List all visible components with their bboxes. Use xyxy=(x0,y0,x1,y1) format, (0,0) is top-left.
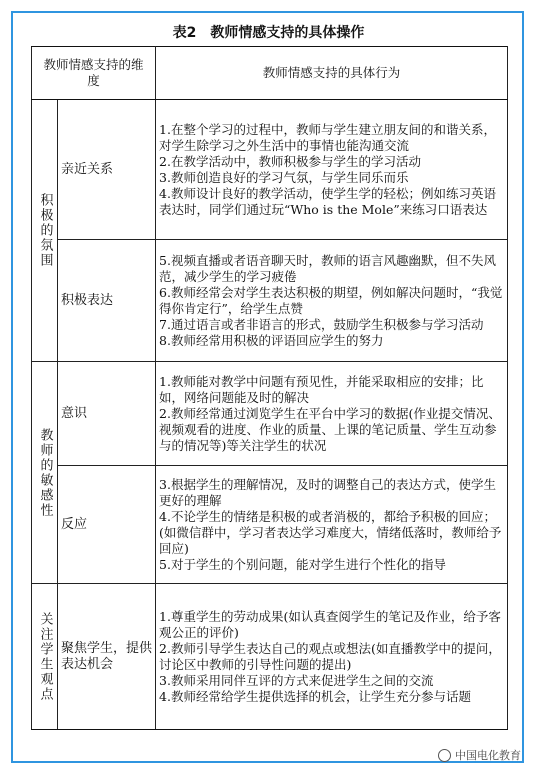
sub-label: 意识 xyxy=(58,362,156,466)
sub-label: 亲近关系 xyxy=(58,100,156,240)
sub-label: 积极表达 xyxy=(58,240,156,362)
behavior-cell xyxy=(156,584,508,730)
watermark xyxy=(438,747,521,763)
behavior-item: 5.对于学生的个别问题，能对学生进行个性化的指导 xyxy=(159,556,446,572)
group-label: 教师的敏感性 xyxy=(32,362,58,584)
header-dimension: 教师情感支持的维度 xyxy=(32,47,156,100)
group-label: 积极的氛围 xyxy=(32,100,58,362)
behavior-cell xyxy=(156,240,508,362)
table-row xyxy=(32,240,508,362)
behavior-item: 1.教师能对教学中问题有预见性，并能采取相应的安排；比如，网络问题能及时的解决 xyxy=(159,373,484,405)
behavior-cell xyxy=(156,100,508,240)
behavior-cell xyxy=(156,466,508,584)
behavior-item: 4.教师经常给学生提供选择的机会，让学生充分参与话题 xyxy=(159,688,471,704)
behavior-item: 1.在整个学习的过程中，教师与学生建立朋友间的和谐关系，对学生除学习之外生活中的事情也能沟通交流 xyxy=(159,121,496,153)
behavior-item: 4.不论学生的情绪是积极的或者消极的，都给予积极的回应；(如微信群中，学习者表达学习难度大，情绪低落时，教师给予回应) xyxy=(159,508,502,556)
behavior-item: 2.教师引导学生表达自己的观点或想法(如直播教学中的提问，讨论区中教师的引导性问题的提出) xyxy=(159,640,501,672)
watermark-text: 中国电化教育 xyxy=(455,749,521,762)
sub-label: 反应 xyxy=(58,466,156,584)
behavior-item: 3.教师采用同伴互评的方式来促进学生之间的交流 xyxy=(159,672,434,688)
table-row xyxy=(32,362,508,466)
behavior-item: 3.根据学生的理解情况，及时的调整自己的表达方式，使学生更好的理解 xyxy=(159,476,496,508)
behavior-cell xyxy=(156,362,508,466)
header-behavior: 教师情感支持的具体行为 xyxy=(156,47,508,100)
table-row xyxy=(32,100,508,240)
behavior-item: 8.教师经常用积极的评语回应学生的努力 xyxy=(159,332,384,348)
wechat-icon xyxy=(438,749,451,762)
support-table xyxy=(31,46,508,730)
behavior-item: 7.通过语言或者非语言的形式，鼓励学生积极参与学习活动 xyxy=(159,316,484,332)
behavior-item: 3.教师创造良好的学习气氛，与学生同乐而乐 xyxy=(159,169,409,185)
behavior-item: 2.在教学活动中，教师积极参与学生的学习活动 xyxy=(159,153,421,169)
behavior-item: 2.教师经常通过浏览学生在平台中学习的数据(作业提交情况、视频观看的进度、作业的质量、上课的笔记质量、学生互动参与的情况等)等关注学生的状况 xyxy=(159,405,501,453)
behavior-item: 1.尊重学生的劳动成果(如认真查阅学生的笔记及作业，给予客观公正的评价) xyxy=(159,608,501,640)
header-row xyxy=(32,47,508,100)
sub-label: 聚焦学生，提供表达机会 xyxy=(58,584,156,730)
behavior-item: 5.视频直播或者语音聊天时，教师的语言风趣幽默，但不失风范，减少学生的学习疲倦 xyxy=(159,252,496,284)
table-row xyxy=(32,466,508,584)
behavior-item: 4.教师设计良好的教学活动，使学生学的轻松；例如练习英语表达时，同学们通过玩“Who is the Mole”来练习口语表达 xyxy=(159,185,496,217)
behavior-item: 6.教师经常会对学生表达积极的期望，例如解决问题时，“我觉得你肯定行”，给学生点赞 xyxy=(159,284,503,316)
table-title: 表2 教师情感支持的具体操作 xyxy=(172,25,365,41)
group-label: 关注学生观点 xyxy=(32,584,58,730)
table-row xyxy=(32,584,508,730)
